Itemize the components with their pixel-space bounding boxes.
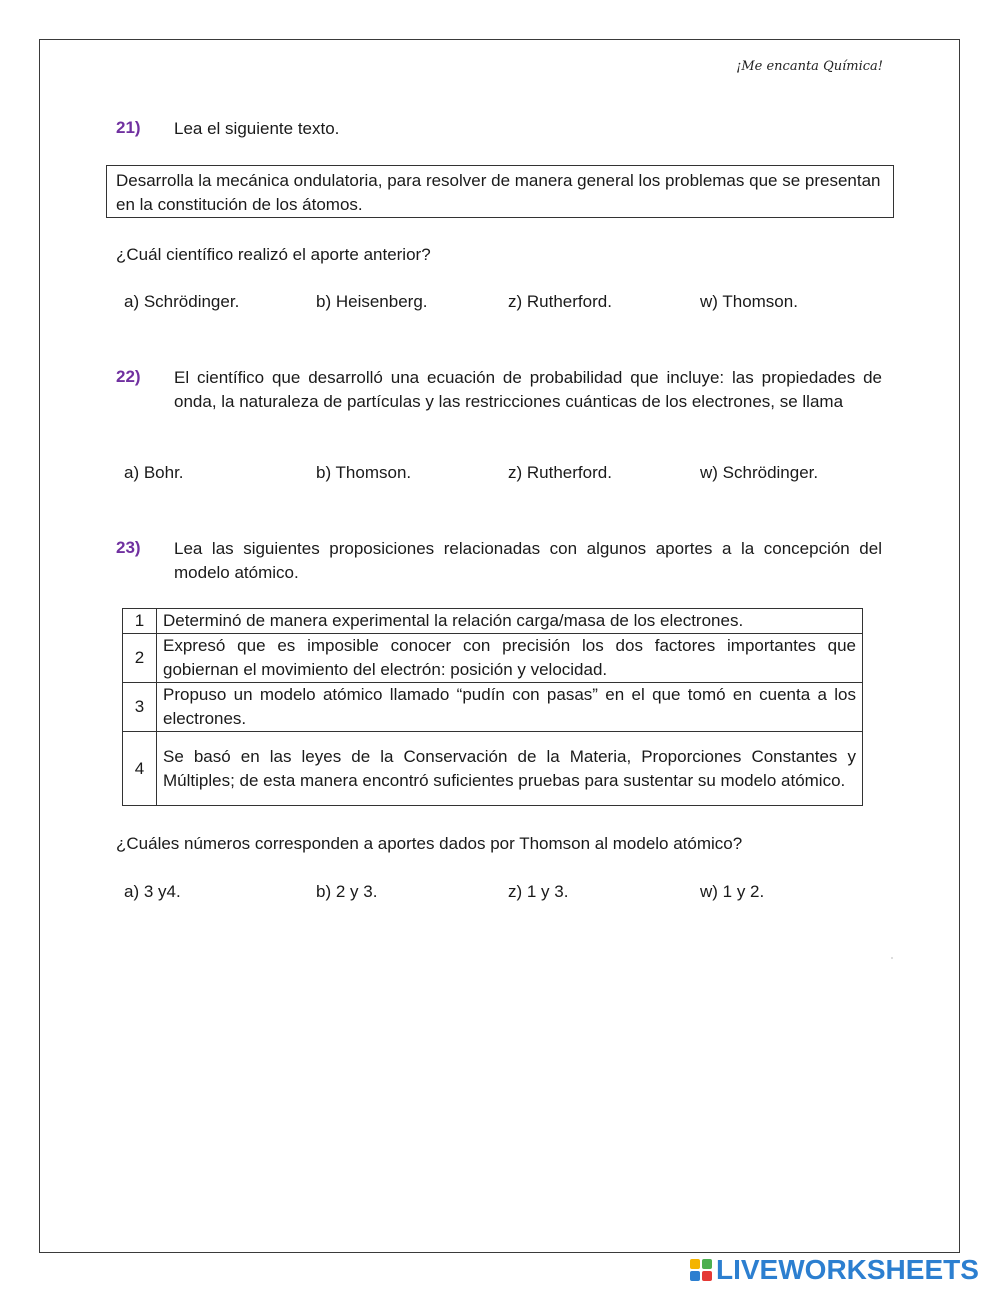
question-21-options <box>124 292 884 316</box>
liveworksheets-brand[interactable] <box>690 1255 979 1285</box>
table-row <box>123 732 863 806</box>
q22-option-b[interactable]: b) Thomson. <box>316 463 412 482</box>
q23-option-a[interactable]: a) 3 y4. <box>124 882 181 901</box>
row-text: Propuso un modelo atómico llamado “pudín con pasas” en el que tomó en cuenta a los electrones. <box>157 683 863 732</box>
q21-option-w[interactable]: w) Thomson. <box>700 292 798 311</box>
question-23-options <box>124 882 884 906</box>
q23-option-z[interactable]: z) 1 y 3. <box>508 882 569 901</box>
question-22-options <box>124 463 884 487</box>
q23-option-w[interactable]: w) 1 y 2. <box>700 882 765 901</box>
row-number: 2 <box>123 634 157 683</box>
header-title: ¡Me encanta Química! <box>736 59 883 74</box>
question-21-number: 21) <box>116 118 141 137</box>
logo-block <box>690 1271 700 1281</box>
logo-block <box>702 1259 712 1269</box>
question-23-number: 23) <box>116 538 141 557</box>
row-number: 4 <box>123 732 157 806</box>
logo-block <box>702 1271 712 1281</box>
question-23-prompt: Lea las siguientes proposiciones relacionadas con algunos aportes a la concepción del modelo atómico. <box>174 539 882 582</box>
propositions-table <box>122 608 863 806</box>
question-21-quote-text: Desarrolla la mecánica ondulatoria, para resolver de manera general los problemas que se presentan en la constitución de los átomos. <box>116 171 881 214</box>
row-text: Expresó que es imposible conocer con precisión los dos factores importantes que gobiernan el movimiento del electrón: posición y velocidad. <box>157 634 863 683</box>
question-22-prompt: El científico que desarrolló una ecuación de probabilidad que incluye: las propiedades de onda, la naturaleza de partículas y las restricciones cuánticas de los electrones, se llama <box>174 368 882 411</box>
table-row <box>123 683 863 732</box>
q21-option-z[interactable]: z) Rutherford. <box>508 292 612 311</box>
row-number: 3 <box>123 683 157 732</box>
question-23-question: ¿Cuáles números corresponden a aportes dados por Thomson al modelo atómico? <box>116 834 743 853</box>
logo-block <box>690 1259 700 1269</box>
question-21-question: ¿Cuál científico realizó el aporte anterior? <box>116 245 431 264</box>
speck <box>891 957 893 959</box>
row-number: 1 <box>123 609 157 634</box>
question-21-quote-box <box>106 165 894 218</box>
question-21-prompt: Lea el siguiente texto. <box>174 119 340 138</box>
q22-option-w[interactable]: w) Schrödinger. <box>700 463 819 482</box>
row-text: Se basó en las leyes de la Conservación de la Materia, Proporciones Constantes y Múltiples; de esta manera encontró suficientes pruebas para sustentar su modelo atómico. <box>157 732 863 806</box>
q21-option-a[interactable]: a) Schrödinger. <box>124 292 240 311</box>
q22-option-z[interactable]: z) Rutherford. <box>508 463 612 482</box>
liveworksheets-logo-icon <box>690 1259 712 1281</box>
question-22-number: 22) <box>116 367 141 386</box>
brand-name: LIVEWORKSHEETS <box>716 1254 979 1285</box>
q23-option-b[interactable]: b) 2 y 3. <box>316 882 378 901</box>
table-row <box>123 609 863 634</box>
table-row <box>123 634 863 683</box>
q22-option-a[interactable]: a) Bohr. <box>124 463 184 482</box>
row-text: Determinó de manera experimental la relación carga/masa de los electrones. <box>157 609 863 634</box>
q21-option-b[interactable]: b) Heisenberg. <box>316 292 428 311</box>
